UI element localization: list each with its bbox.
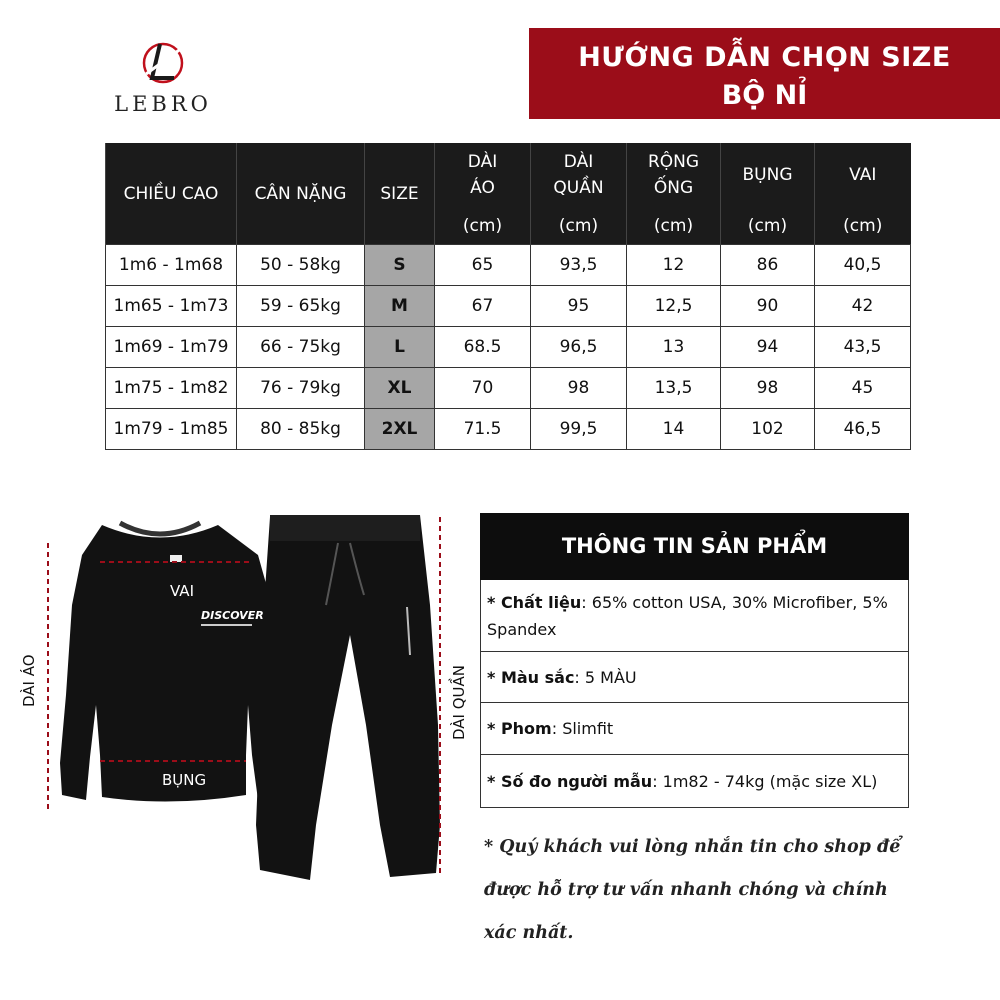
table-cell: 70 bbox=[435, 368, 531, 409]
table-cell: 59 - 65kg bbox=[237, 286, 365, 327]
table-row bbox=[106, 286, 911, 327]
header-belly: BỤNG bbox=[721, 143, 815, 208]
sweatshirt-image bbox=[60, 523, 285, 802]
table-cell: 1m6 - 1m68 bbox=[106, 245, 237, 286]
info-label: * Số đo người mẫu bbox=[487, 771, 653, 791]
unit-cm: (cm) bbox=[721, 208, 815, 245]
table-cell: 66 - 75kg bbox=[237, 327, 365, 368]
shoulder-label: VAI bbox=[170, 582, 194, 600]
table-cell: 86 bbox=[721, 245, 815, 286]
table-cell: 80 - 85kg bbox=[237, 409, 365, 450]
contact-note: * Quý khách vui lòng nhắn tin cho shop để được hỗ trợ tư vấn nhanh chóng và chính xác nhất. bbox=[484, 837, 901, 943]
table-row bbox=[106, 245, 911, 286]
header-height: CHIỀU CAO bbox=[106, 143, 237, 245]
table-cell: 71.5 bbox=[435, 409, 531, 450]
table-cell: 14 bbox=[627, 409, 721, 450]
table-cell: 98 bbox=[721, 368, 815, 409]
belly-label: BỤNG bbox=[162, 771, 207, 789]
header-pants-length-line2: QUẦN bbox=[553, 178, 604, 199]
table-cell: 65 bbox=[435, 245, 531, 286]
table-cell: 94 bbox=[721, 327, 815, 368]
table-row bbox=[106, 409, 911, 450]
info-value: : 1m82 - 74kg (mặc size XL) bbox=[652, 771, 878, 791]
info-row-model bbox=[480, 755, 909, 808]
table-cell: 13 bbox=[627, 327, 721, 368]
header-shirt-length bbox=[435, 143, 531, 208]
product-info-title: THÔNG TIN SẢN PHẨM bbox=[480, 513, 909, 580]
brand-name: LEBRO bbox=[114, 92, 212, 116]
table-cell: 96,5 bbox=[531, 327, 627, 368]
unit-cm: (cm) bbox=[815, 208, 911, 245]
shirt-length-label: DÀI ÁO bbox=[20, 654, 38, 707]
size-cell: 2XL bbox=[365, 409, 435, 450]
info-label: * Chất liệu bbox=[487, 592, 582, 612]
info-row-fit bbox=[480, 703, 909, 755]
table-cell: 76 - 79kg bbox=[237, 368, 365, 409]
size-cell: M bbox=[365, 286, 435, 327]
garment-illustration bbox=[20, 495, 470, 890]
header-shoulder: VAI bbox=[815, 143, 911, 208]
size-cell: S bbox=[365, 245, 435, 286]
logo-emblem-icon bbox=[138, 38, 188, 90]
header-weight: CÂN NẶNG bbox=[237, 143, 365, 245]
header-shirt-length-line2: ÁO bbox=[470, 178, 495, 199]
table-cell: 99,5 bbox=[531, 409, 627, 450]
banner-subtitle: BỘ NỈ bbox=[721, 80, 808, 111]
size-cell: L bbox=[365, 327, 435, 368]
header-pants-length bbox=[531, 143, 627, 208]
table-cell: 13,5 bbox=[627, 368, 721, 409]
info-row-color bbox=[480, 652, 909, 703]
header-pants-length-line1: DÀI bbox=[563, 152, 594, 173]
table-cell: 43,5 bbox=[815, 327, 911, 368]
table-cell: 90 bbox=[721, 286, 815, 327]
info-label: * Phom bbox=[487, 719, 552, 738]
table-cell: 50 - 58kg bbox=[237, 245, 365, 286]
pants-image bbox=[256, 515, 440, 880]
table-cell: 42 bbox=[815, 286, 911, 327]
size-cell: XL bbox=[365, 368, 435, 409]
pants-length-label: DÀI QUẦN bbox=[450, 664, 468, 740]
table-cell: 95 bbox=[531, 286, 627, 327]
banner-title: HƯỚNG DẪN CHỌN SIZE bbox=[578, 42, 951, 73]
unit-cm: (cm) bbox=[627, 208, 721, 245]
table-cell: 12 bbox=[627, 245, 721, 286]
info-value: : 5 MÀU bbox=[574, 667, 637, 687]
unit-cm: (cm) bbox=[435, 208, 531, 245]
print-text: DISCOVER bbox=[201, 609, 264, 622]
table-cell: 46,5 bbox=[815, 409, 911, 450]
table-cell: 1m69 - 1m79 bbox=[106, 327, 237, 368]
info-value: : Slimfit bbox=[551, 719, 614, 738]
header-shirt-length-line1: DÀI bbox=[467, 152, 498, 173]
table-cell: 98 bbox=[531, 368, 627, 409]
info-value: : 65% cotton USA, 30% Microfiber, 5% Spandex bbox=[487, 592, 888, 639]
table-cell: 68.5 bbox=[435, 327, 531, 368]
info-label: * Màu sắc bbox=[487, 667, 575, 687]
size-table bbox=[105, 143, 911, 450]
info-row-material bbox=[480, 580, 909, 652]
header-size: SIZE bbox=[365, 143, 435, 245]
unit-cm: (cm) bbox=[531, 208, 627, 245]
table-cell: 40,5 bbox=[815, 245, 911, 286]
table-cell: 102 bbox=[721, 409, 815, 450]
header-leg-width bbox=[627, 143, 721, 208]
header-leg-width-line1: RỘNG bbox=[647, 152, 700, 173]
table-row bbox=[106, 327, 911, 368]
table-cell: 93,5 bbox=[531, 245, 627, 286]
brand-logo bbox=[108, 38, 218, 118]
table-cell: 1m65 - 1m73 bbox=[106, 286, 237, 327]
product-info-box bbox=[480, 513, 909, 808]
table-cell: 67 bbox=[435, 286, 531, 327]
table-cell: 1m79 - 1m85 bbox=[106, 409, 237, 450]
table-cell: 1m75 - 1m82 bbox=[106, 368, 237, 409]
table-cell: 45 bbox=[815, 368, 911, 409]
table-row bbox=[106, 368, 911, 409]
title-banner bbox=[529, 28, 1000, 119]
header-leg-width-line2: ỐNG bbox=[653, 178, 694, 199]
table-cell: 12,5 bbox=[627, 286, 721, 327]
